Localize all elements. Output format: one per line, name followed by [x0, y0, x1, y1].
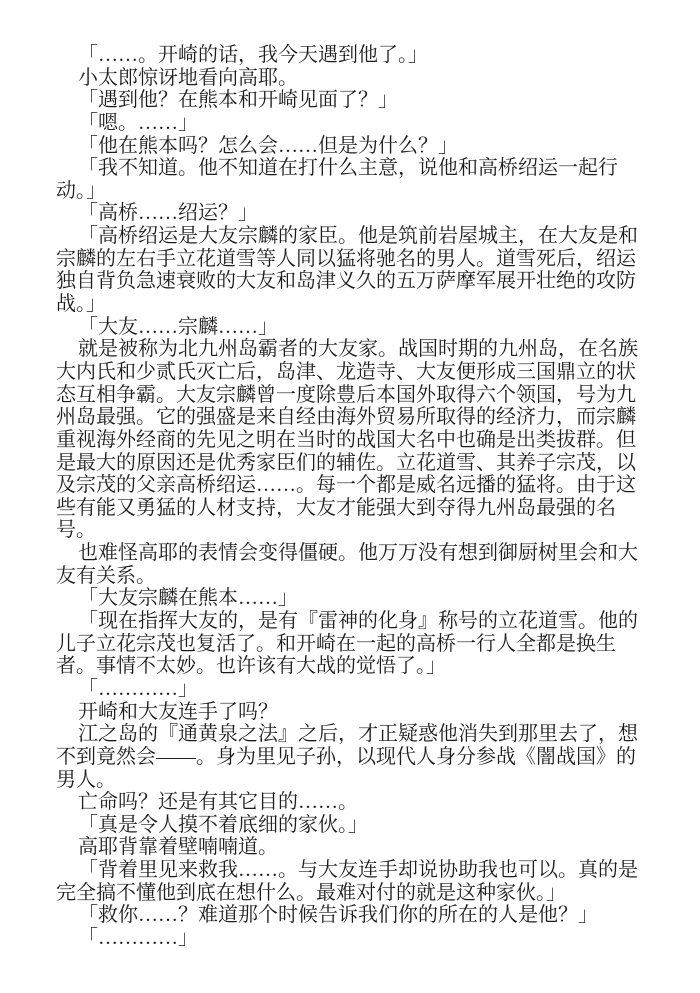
- text-line: 「救你……？难道那个时候告诉我们你的所在的人是他？」: [78, 904, 598, 927]
- text-line: 「…………」: [78, 677, 198, 700]
- text-line: 者。事情不太妙。也许该有大战的觉悟了。」: [56, 655, 446, 678]
- text-line: 友有关系。: [56, 564, 156, 587]
- text-line: 亡命吗？还是有其它目的……。: [78, 791, 358, 814]
- text-line: 不到竟然会——。身为里见子孙，以现代人身分参战《闇战国》的: [56, 745, 636, 768]
- text-line: 「大友宗麟在熊本……」: [78, 587, 298, 610]
- text-line: 儿子立花宗茂也复活了。和开崎在一起的高桥一行人全都是换生: [56, 632, 616, 655]
- text-line: 战。」: [56, 293, 106, 316]
- text-line: 独自背负急速衰败的大友和岛津义久的五万萨摩军展开壮绝的攻防: [56, 270, 636, 293]
- text-line: 高耶背靠着壁喃喃道。: [78, 836, 278, 859]
- text-line: 「他在熊本吗？怎么会……但是为什么？」: [78, 134, 458, 157]
- text-line: 小太郎惊讶地看向高耶。: [78, 66, 298, 89]
- text-line: 江之岛的『通黄泉之法』之后，才正疑惑他消失到那里去了，想: [78, 723, 638, 746]
- text-line: 州岛最强。它的强盛是来自经由海外贸易所取得的经济力，而宗麟: [56, 406, 636, 429]
- text-line: 男人。: [56, 768, 116, 791]
- text-line: 就是被称为北九州岛霸者的大友家。战国时期的九州岛，在名族: [78, 338, 638, 361]
- text-line: 完全搞不懂他到底在想什么。最难对付的就是这种家伙。」: [56, 881, 566, 904]
- text-line: 号。: [56, 519, 96, 542]
- text-line: 「我不知道。他不知道在打什么主意，说他和高桥绍运一起行: [78, 157, 618, 180]
- text-line: 「高桥绍运是大友宗麟的家臣。他是筑前岩屋城主，在大友是和: [78, 225, 638, 248]
- text-line: 「大友……宗麟……」: [78, 315, 278, 338]
- text-line: 些有能又勇猛的人材支持，大友才能强大到夺得九州岛最强的名: [56, 496, 616, 519]
- text-line: 「嗯。……」: [78, 111, 198, 134]
- text-line: 重视海外经商的先见之明在当时的战国大名中也确是出类拔群。但: [56, 428, 636, 451]
- text-line: 及宗茂的父亲高桥绍运……。每一个都是威名远播的猛将。由于这: [56, 474, 636, 497]
- text-line: 「……。开崎的话，我今天遇到他了。」: [78, 44, 428, 66]
- text-line: 「背着里见来救我……。与大友连手却说协助我也可以。真的是: [78, 859, 638, 882]
- text-line: 「真是令人摸不着底细的家伙。」: [78, 813, 368, 836]
- text-line: 宗麟的左右手立花道雪等人同以猛将驰名的男人。道雪死后，绍运: [56, 247, 636, 270]
- text-line: 动。」: [56, 179, 106, 202]
- text-line: 「遇到他？在熊本和开崎见面了？」: [78, 89, 398, 112]
- text-line: 大内氏和少贰氏灭亡后，岛津、龙造寺、大友便形成三国鼎立的状: [56, 360, 636, 383]
- text-line: 态互相争霸。大友宗麟曾一度除豊后本国外取得六个领国，号为九: [56, 383, 636, 406]
- text-line: 开崎和大友连手了吗？: [78, 700, 278, 723]
- text-line: 是最大的原因还是优秀家臣们的辅佐。立花道雪、其养子宗茂，以: [56, 451, 636, 474]
- text-block: [56, 44, 638, 950]
- text-line: 「…………」: [78, 926, 198, 949]
- text-line: 「现在指挥大友的，是有『雷神的化身』称号的立花道雪。他的: [78, 610, 638, 633]
- text-line: 也难怪高耶的表情会变得僵硬。他万万没有想到御厨树里会和大: [78, 542, 638, 565]
- text-line: 「高桥……绍运？」: [78, 202, 258, 225]
